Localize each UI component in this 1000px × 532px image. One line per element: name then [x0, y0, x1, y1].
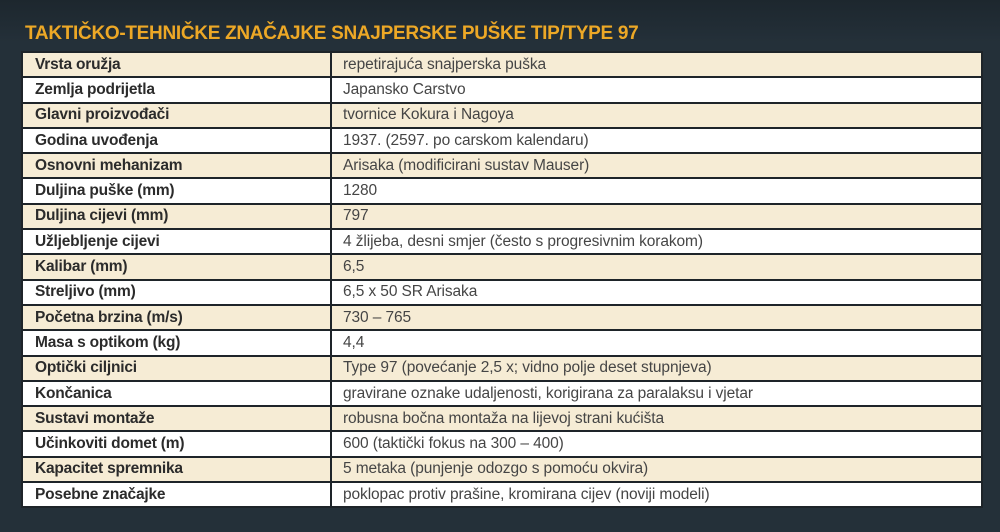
spec-value: 1937. (2597. po carskom kalendaru) [343, 131, 589, 149]
spec-row [23, 331, 981, 356]
spec-value: 797 [343, 207, 369, 225]
spec-row [23, 458, 981, 483]
spec-row [23, 154, 981, 179]
spec-row [23, 53, 981, 78]
spec-row [23, 432, 981, 457]
spec-row [23, 357, 981, 382]
spec-row [23, 382, 981, 407]
spec-value: 4 žlijeba, desni smjer (često s progresivnim korakom) [343, 232, 703, 250]
spec-label: Posebne značajke [23, 483, 332, 506]
spec-row [23, 205, 981, 230]
spec-value: robusna bočna montaža na lijevoj strani kućišta [343, 409, 664, 427]
spec-row [23, 306, 981, 331]
spec-row [23, 483, 981, 506]
spec-label: Masa s optikom (kg) [23, 331, 332, 354]
spec-row [23, 179, 981, 204]
spec-label: Končanica [23, 382, 332, 405]
spec-row [23, 129, 981, 154]
spec-label: Glavni proizvođači [23, 104, 332, 127]
spec-label: Sustavi montaže [23, 407, 332, 430]
spec-value: 6,5 x 50 SR Arisaka [343, 283, 478, 301]
spec-row [23, 230, 981, 255]
spec-row [23, 281, 981, 306]
spec-label: Kapacitet spremnika [23, 458, 332, 481]
spec-value: tvornice Kokura i Nagoya [343, 106, 514, 124]
spec-label: Užljebljenje cijevi [23, 230, 332, 253]
spec-label: Duljina puške (mm) [23, 179, 332, 202]
spec-label: Vrsta oružja [23, 53, 332, 76]
spec-value: 5 metaka (punjenje odozgo s pomoću okvira) [343, 460, 649, 478]
spec-value: repetirajuća snajperska puška [343, 55, 547, 73]
spec-row [23, 104, 981, 129]
spec-table [21, 51, 983, 508]
page-title: TAKTIČKO-TEHNIČKE ZNAČAJKE SNAJPERSKE PUŠKE TIP/TYPE 97 [25, 23, 639, 44]
spec-label: Učinkoviti domet (m) [23, 432, 332, 455]
spec-row [23, 78, 981, 103]
spec-value: poklopac protiv prašine, kromirana cijev (noviji modeli) [343, 485, 710, 503]
spec-label: Optički ciljnici [23, 357, 332, 380]
spec-label: Kalibar (mm) [23, 255, 332, 278]
spec-label: Godina uvođenja [23, 129, 332, 152]
spec-label: Zemlja podrijetla [23, 78, 332, 101]
spec-label: Početna brzina (m/s) [23, 306, 332, 329]
spec-value: 730 – 765 [343, 308, 412, 326]
spec-label: Streljivo (mm) [23, 281, 332, 304]
spec-value: 6,5 [343, 258, 365, 276]
spec-value: 600 (taktički fokus na 300 – 400) [343, 435, 564, 453]
spec-row [23, 255, 981, 280]
spec-value: 4,4 [343, 333, 365, 351]
spec-value: Type 97 (povećanje 2,5 x; vidno polje deset stupnjeva) [343, 359, 712, 377]
spec-value: gravirane oznake udaljenosti, korigirana za paralaksu i vjetar [343, 384, 753, 402]
spec-value: 1280 [343, 182, 378, 200]
spec-value: Japansko Carstvo [343, 80, 466, 98]
spec-label: Duljina cijevi (mm) [23, 205, 332, 228]
spec-label: Osnovni mehanizam [23, 154, 332, 177]
spec-row [23, 407, 981, 432]
spec-value: Arisaka (modificirani sustav Mauser) [343, 156, 590, 174]
